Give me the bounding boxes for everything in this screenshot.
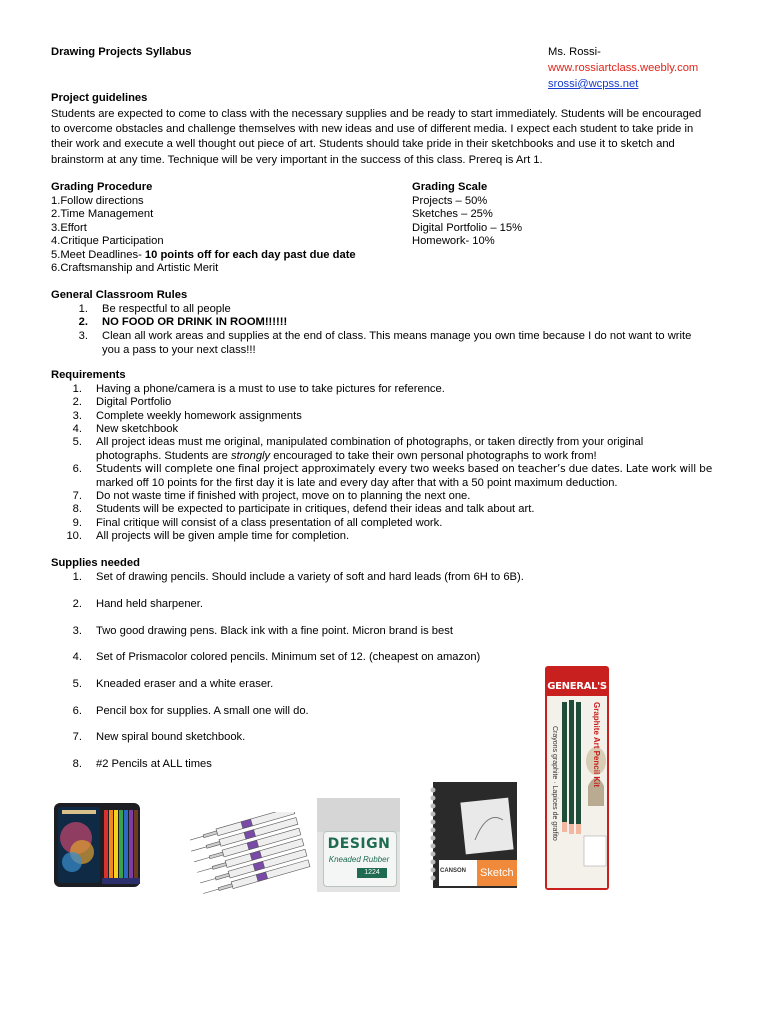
procedure-item: 1.Follow directions [51, 195, 144, 207]
micron-pens-image [190, 812, 314, 894]
requirement-number: 7. [72, 490, 82, 502]
requirement-number: 9. [72, 517, 82, 529]
supply-number: 7. [72, 731, 82, 743]
scale-item: Homework- 10% [412, 235, 495, 247]
requirement-number: 8. [72, 503, 82, 515]
website-link[interactable]: www.rossiartclass.weebly.com [548, 62, 699, 74]
grading-procedure-heading: Grading Procedure [51, 181, 153, 193]
requirement-text: Students will be expected to participate in critiques, defend their ideas and talk about art. [96, 503, 535, 515]
graphite-pencil-kit-image [544, 666, 610, 890]
requirement-text: Having a phone/camera is a must to use to take pictures for reference. [96, 383, 445, 395]
scale-item: Sketches – 25% [412, 208, 493, 220]
procedure-item: 2.Time Management [51, 208, 154, 220]
sketchbook-brand: CANSON [440, 868, 467, 874]
supply-number: 3. [72, 625, 82, 637]
requirement-number: 6. [72, 463, 82, 475]
requirement-text-continued: marked off 10 points for the first day it is late and every day after that with a 50 point maximum deduction. [96, 477, 618, 489]
requirement-number: 3. [72, 410, 82, 422]
supply-text: Set of drawing pencils. Should include a variety of soft and hard leads (from 6H to 6B). [96, 571, 524, 583]
scale-item: Digital Portfolio – 15% [412, 222, 523, 234]
req5-cont-a: photographs. Students are [96, 450, 231, 462]
supply-number: 2. [72, 598, 82, 610]
req5-emphasis: strongly [230, 450, 271, 462]
requirement-number: 2. [72, 396, 82, 408]
eraser-code: 1224 [357, 868, 387, 878]
supply-text: Two good drawing pens. Black ink with a fine point. Micron brand is best [96, 625, 453, 637]
teacher-name: Ms. Rossi- [548, 46, 601, 58]
requirement-text: Final critique will consist of a class presentation of all completed work. [96, 517, 443, 529]
guidelines-line: their work and execute a well thought out piece of art. Students should take pride in their sketchbooks and use it to sketch and [51, 138, 675, 150]
rules-heading: General Classroom Rules [51, 289, 188, 301]
colored-pencil-tin-image [52, 800, 142, 890]
requirement-number: 4. [72, 423, 82, 435]
kneaded-eraser-image [317, 798, 400, 892]
guidelines-heading: Project guidelines [51, 92, 148, 104]
rule-number: 1. [78, 303, 88, 315]
rule-text: Be respectful to all people [102, 303, 231, 315]
supply-number: 6. [72, 705, 82, 717]
supply-text: Pencil box for supplies. A small one will do. [96, 705, 309, 717]
req5-cont-b: encouraged to take their own personal photographs to work from! [270, 450, 597, 462]
requirement-text: All project ideas must me original, manipulated combination of photographs, or taken directly from your original [96, 436, 644, 448]
rule-number: 2. [78, 316, 88, 328]
procedure-item: 4.Critique Participation [51, 235, 164, 247]
guidelines-line: Students are expected to come to class with the necessary supplies and be ready to start immediately. Students will be encouraged [51, 108, 702, 120]
requirement-text: Complete weekly homework assignments [96, 410, 302, 422]
supplies-heading: Supplies needed [51, 557, 140, 569]
rule-text: Clean all work areas and supplies at the end of class. This means manage you own time because I do not want to write [102, 330, 692, 342]
requirement-number: 10. [66, 530, 82, 542]
sketchbook-image [427, 780, 519, 890]
procedure-item: 6.Craftsmanship and Artistic Merit [51, 262, 219, 274]
procedure-item: 3.Effort [51, 222, 87, 234]
requirement-text: Digital Portfolio [96, 396, 172, 408]
supply-number: 8. [72, 758, 82, 770]
supply-text: Hand held sharpener. [96, 598, 203, 610]
supply-text: New spiral bound sketchbook. [96, 731, 246, 743]
procedure-item: 5.Meet Deadlines- [51, 249, 142, 261]
generals-kit-label: Graphite Art Pencil Kit [592, 702, 601, 788]
eraser-subtitle: Kneaded Rubber [328, 855, 390, 864]
requirement-text: All projects will be given ample time for completion. [96, 530, 350, 542]
grading-scale-heading: Grading Scale [412, 181, 488, 193]
requirement-number: 5. [72, 436, 82, 448]
supply-number: 1. [72, 571, 82, 583]
email-link[interactable]: srossi@wcpss.net [548, 78, 639, 90]
generals-brand: GENERAL'S [547, 681, 607, 692]
eraser-brand: DESIGN [327, 836, 391, 852]
requirement-text: Do not waste time if finished with project, move on to planning the next one. [96, 490, 471, 502]
sketchbook-label: Sketch [480, 867, 514, 879]
supply-text: #2 Pencils at ALL times [96, 758, 212, 770]
requirement-number: 1. [72, 383, 82, 395]
requirement-text-continued [96, 450, 597, 462]
guidelines-line: brainstorm at any time. Technique will be very important in the success of this class. Prereq is Art 1. [51, 154, 543, 166]
scale-item: Projects – 50% [412, 195, 488, 207]
rule-text: NO FOOD OR DRINK IN ROOM!!!!!! [102, 316, 288, 328]
rule-text-continued: you a pass to your next class!!! [102, 344, 256, 356]
deadline-penalty: 10 points off for each day past due date [144, 249, 356, 261]
requirement-text: Students will complete one final project approximately every two weeks based on teacher’s due dates. Late work will be [96, 463, 713, 475]
supply-number: 4. [72, 651, 82, 663]
requirements-heading: Requirements [51, 369, 126, 381]
requirement-text: New sketchbook [96, 423, 179, 435]
document-title: Drawing Projects Syllabus [51, 46, 192, 58]
svg-text:Crayons graphite · Lapices de: Crayons graphite · Lapices de grafito [551, 726, 558, 841]
rule-number: 3. [78, 330, 88, 342]
procedure-item-deadlines [51, 249, 356, 261]
supply-text: Set of Prismacolor colored pencils. Minimum set of 12. (cheapest on amazon) [96, 651, 481, 663]
guidelines-line: to overcome obstacles and challenge themselves with new ideas and use of different media. I expect each student to take pride in [51, 123, 694, 135]
supply-text: Kneaded eraser and a white eraser. [96, 678, 274, 690]
supply-number: 5. [72, 678, 82, 690]
